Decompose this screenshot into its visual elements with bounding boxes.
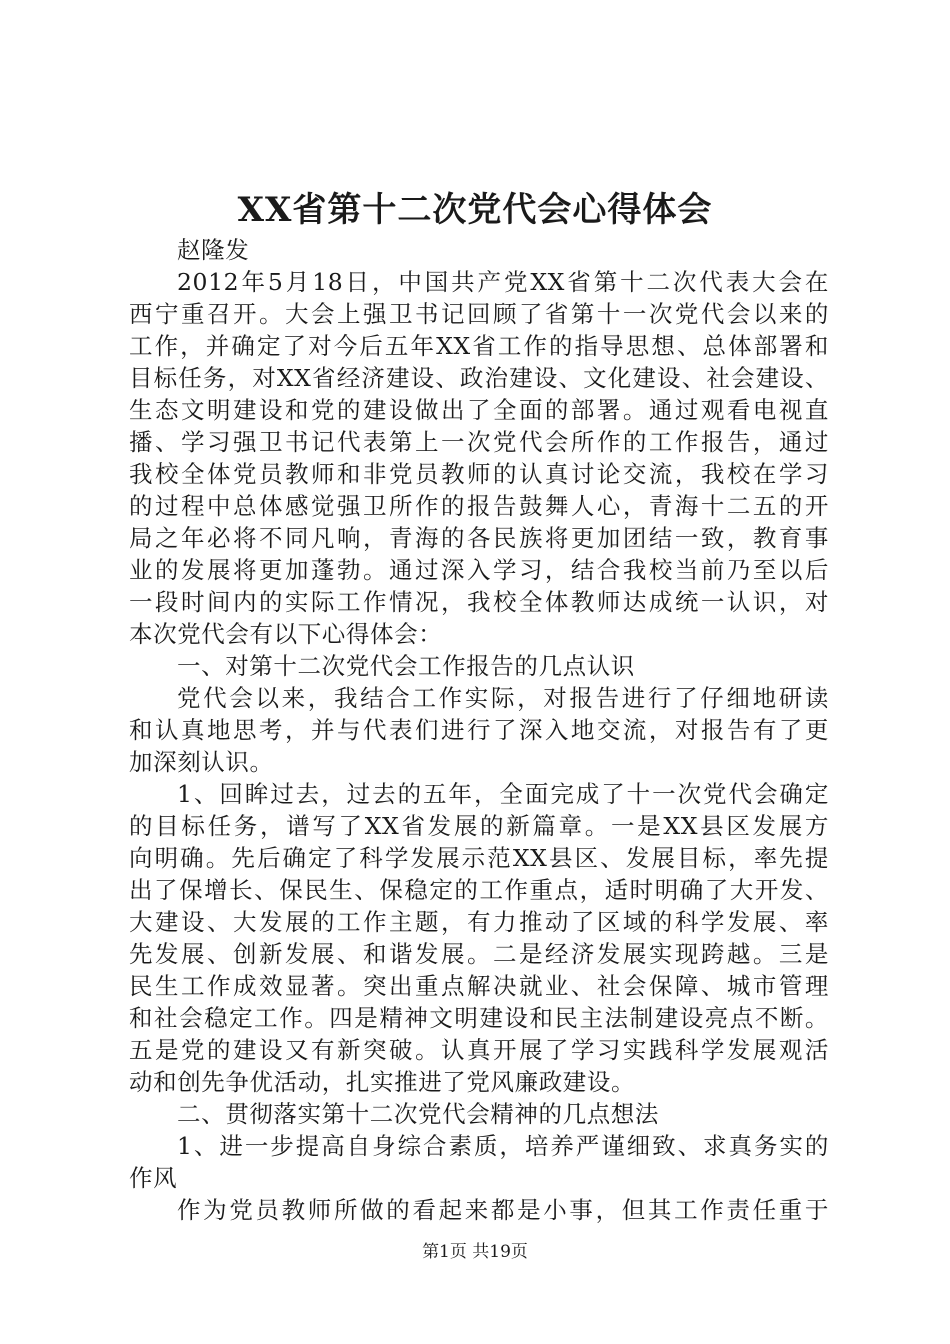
text-line: 党代会以来，我结合工作实际，对报告进行了仔细地研读 <box>177 684 829 712</box>
text-line: 局之年必将不同凡响，青海的各民族将更加团结一致，教育事 <box>129 524 829 552</box>
text-line: 本次党代会有以下心得体会： <box>129 620 443 648</box>
text-line: 和社会稳定工作。四是精神文明建设和民主法制建设亮点不断。 <box>129 1004 829 1032</box>
text-line: 播、学习强卫书记代表第上一次党代会所作的工作报告，通过 <box>129 428 829 456</box>
text-line: 的过程中总体感觉强卫所作的报告鼓舞人心，青海十二五的开 <box>129 492 829 520</box>
document-body <box>129 234 829 1226</box>
text-line: 赵隆发 <box>177 236 250 264</box>
text-line: 的目标任务，谱写了XX省发展的新篇章。一是XX县区发展方 <box>129 812 829 840</box>
text-line: 作风 <box>129 1164 178 1192</box>
text-line: 向明确。先后确定了科学发展示范XX县区、发展目标，率先提 <box>129 844 829 872</box>
text-line: 1、进一步提高自身综合素质，培养严谨细致、求真务实的 <box>177 1132 829 1160</box>
text-line: 一段时间内的实际工作情况，我校全体教师达成统一认识，对 <box>129 588 829 616</box>
text-line: 二、贯彻落实第十二次党代会精神的几点想法 <box>177 1100 659 1128</box>
text-line: 一、对第十二次党代会工作报告的几点认识 <box>177 652 635 680</box>
text-line: 加深刻认识。 <box>129 748 274 776</box>
page-footer: 第1页 共19页 <box>422 1242 528 1262</box>
text-line: 1、回眸过去，过去的五年，全面完成了十一次党代会确定 <box>177 780 829 808</box>
text-line: 民生工作成效显著。突出重点解决就业、社会保障、城市管理 <box>129 972 829 1000</box>
text-line: 作为党员教师所做的看起来都是小事，但其工作责任重于 <box>177 1196 829 1224</box>
text-line: 工作，并确定了对今后五年XX省工作的指导思想、总体部署和 <box>129 332 829 360</box>
text-line: 大建设、大发展的工作主题，有力推动了区域的科学发展、率 <box>129 908 829 936</box>
text-line: 五是党的建设又有新突破。认真开展了学习实践科学发展观活 <box>129 1036 829 1064</box>
text-line: 出了保增长、保民生、保稳定的工作重点，适时明确了大开发、 <box>129 876 829 904</box>
text-line: 西宁重召开。大会上强卫书记回顾了省第十一次党代会以来的 <box>129 300 829 328</box>
document-title: XX省第十二次党代会心得体会 <box>237 190 713 230</box>
text-line: 先发展、创新发展、和谐发展。二是经济发展实现跨越。三是 <box>129 940 829 968</box>
text-line: 动和创先争优活动，扎实推进了党风廉政建设。 <box>129 1068 636 1096</box>
text-line: 我校全体党员教师和非党员教师的认真讨论交流，我校在学习 <box>129 460 829 488</box>
text-line: 和认真地思考，并与代表们进行了深入地交流，对报告有了更 <box>129 716 829 744</box>
text-line: 2012年5月18日，中国共产党XX省第十二次代表大会在 <box>177 268 829 296</box>
text-line: 生态文明建设和党的建设做出了全面的部署。通过观看电视直 <box>129 396 829 424</box>
text-line: 目标任务，对XX省经济建设、政治建设、文化建设、社会建设、 <box>129 364 829 392</box>
text-line: 业的发展将更加蓬勃。通过深入学习，结合我校当前乃至以后 <box>129 556 829 584</box>
